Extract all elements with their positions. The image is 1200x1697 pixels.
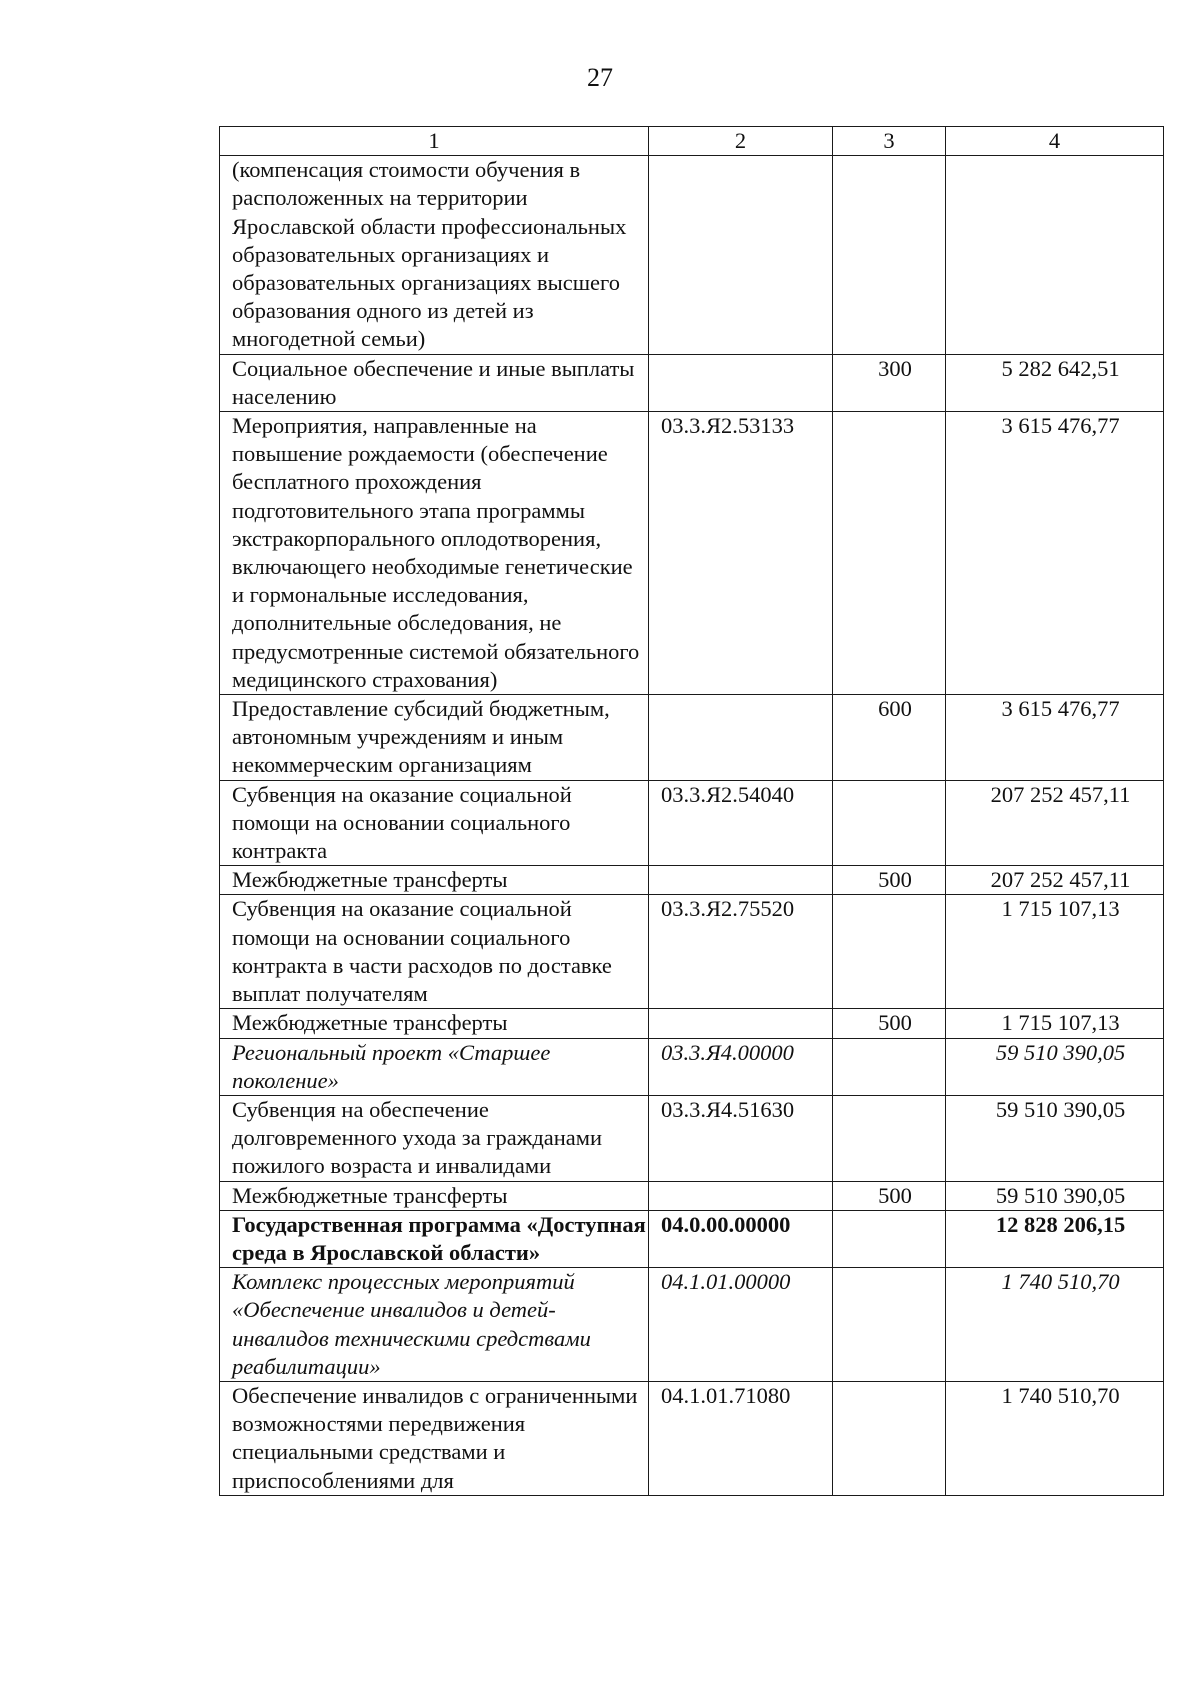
table-row <box>220 1009 1164 1038</box>
row-name-cell: Субвенция на оказание социальной помощи на основании социального контракта <box>220 780 649 866</box>
row-name-cell: Мероприятия, направленные на повышение рождаемости (обеспечение бесплатного прохождения подготовительного этапа программы экстракорпорального оплодотворения, включающего необходимые генетические и гормональные исследования, дополнительные обследования, не предусмотренные системой обязательного медицинского страхования) <box>220 412 649 695</box>
row-kvr-cell: 500 <box>833 1181 946 1210</box>
row-kvr-cell: 300 <box>833 354 946 411</box>
row-name-cell: Межбюджетные трансферты <box>220 1009 649 1038</box>
row-code-cell <box>649 1009 833 1038</box>
row-sum-cell: 3 615 476,77 <box>946 695 1164 781</box>
row-kvr-cell: 500 <box>833 1009 946 1038</box>
row-name-cell: (компенсация стоимости обучения в расположенных на территории Ярославской области профессиональных образовательных организациях и образовательных организациях высшего образования одного из детей из многодетной семьи) <box>220 156 649 354</box>
row-sum-cell: 5 282 642,51 <box>946 354 1164 411</box>
row-code-cell: 04.1.01.71080 <box>649 1381 833 1495</box>
table-row <box>220 1181 1164 1210</box>
row-sum-cell: 1 740 510,70 <box>946 1268 1164 1382</box>
row-kvr-cell <box>833 1268 946 1382</box>
row-code-cell: 03.3.Я2.75520 <box>649 895 833 1009</box>
table-row <box>220 354 1164 411</box>
column-header-4: 4 <box>946 127 1164 156</box>
row-name-cell: Межбюджетные трансферты <box>220 866 649 895</box>
page-number: 27 <box>587 63 613 92</box>
row-sum-cell: 1 715 107,13 <box>946 1009 1164 1038</box>
row-code-cell: 04.0.00.00000 <box>649 1210 833 1267</box>
row-sum-cell: 207 252 457,11 <box>946 780 1164 866</box>
row-name-cell: Предоставление субсидий бюджетным, автономным учреждениям и иным некоммерческим организациям <box>220 695 649 781</box>
row-kvr-cell <box>833 1038 946 1095</box>
row-kvr-cell: 500 <box>833 866 946 895</box>
row-kvr-cell <box>833 1095 946 1181</box>
row-sum-cell: 207 252 457,11 <box>946 866 1164 895</box>
row-code-cell <box>649 1181 833 1210</box>
budget-table <box>219 126 1164 1496</box>
row-name-cell: Региональный проект «Старшее поколение» <box>220 1038 649 1095</box>
row-code-cell: 04.1.01.00000 <box>649 1268 833 1382</box>
table-row <box>220 1268 1164 1382</box>
row-code-cell <box>649 354 833 411</box>
table-row <box>220 780 1164 866</box>
table-body <box>220 156 1164 1496</box>
row-kvr-cell: 600 <box>833 695 946 781</box>
row-code-cell <box>649 156 833 354</box>
row-sum-cell: 12 828 206,15 <box>946 1210 1164 1267</box>
row-kvr-cell <box>833 895 946 1009</box>
row-kvr-cell <box>833 412 946 695</box>
row-sum-cell: 59 510 390,05 <box>946 1095 1164 1181</box>
row-name-cell: Субвенция на обеспечение долговременного ухода за гражданами пожилого возраста и инвалидами <box>220 1095 649 1181</box>
row-kvr-cell <box>833 156 946 354</box>
row-code-cell: 03.3.Я2.54040 <box>649 780 833 866</box>
row-sum-cell: 1 740 510,70 <box>946 1381 1164 1495</box>
row-sum-cell: 3 615 476,77 <box>946 412 1164 695</box>
row-kvr-cell <box>833 1210 946 1267</box>
table-row <box>220 1381 1164 1495</box>
row-name-cell: Комплекс процессных мероприятий «Обеспечение инвалидов и детей-инвалидов техническими средствами реабилитации» <box>220 1268 649 1382</box>
table-row <box>220 1095 1164 1181</box>
row-name-cell: Межбюджетные трансферты <box>220 1181 649 1210</box>
row-name-cell: Обеспечение инвалидов с ограниченными возможностями передвижения специальными средствами и приспособлениями для <box>220 1381 649 1495</box>
column-header-1: 1 <box>220 127 649 156</box>
table-row <box>220 866 1164 895</box>
table-row <box>220 156 1164 354</box>
column-header-2: 2 <box>649 127 833 156</box>
row-code-cell: 03.3.Я2.53133 <box>649 412 833 695</box>
row-code-cell: 03.3.Я4.51630 <box>649 1095 833 1181</box>
row-name-cell: Социальное обеспечение и иные выплаты населению <box>220 354 649 411</box>
row-name-cell: Субвенция на оказание социальной помощи на основании социального контракта в части расходов по доставке выплат получателям <box>220 895 649 1009</box>
table-row <box>220 695 1164 781</box>
row-sum-cell: 59 510 390,05 <box>946 1038 1164 1095</box>
row-code-cell: 03.3.Я4.00000 <box>649 1038 833 1095</box>
row-name-cell: Государственная программа «Доступная среда в Ярославской области» <box>220 1210 649 1267</box>
row-code-cell <box>649 695 833 781</box>
row-sum-cell <box>946 156 1164 354</box>
column-header-3: 3 <box>833 127 946 156</box>
row-kvr-cell <box>833 780 946 866</box>
table-row <box>220 1210 1164 1267</box>
row-kvr-cell <box>833 1381 946 1495</box>
table-row <box>220 412 1164 695</box>
table-row <box>220 895 1164 1009</box>
row-sum-cell: 59 510 390,05 <box>946 1181 1164 1210</box>
table-row <box>220 1038 1164 1095</box>
row-code-cell <box>649 866 833 895</box>
row-sum-cell: 1 715 107,13 <box>946 895 1164 1009</box>
table-header-row <box>220 127 1164 156</box>
